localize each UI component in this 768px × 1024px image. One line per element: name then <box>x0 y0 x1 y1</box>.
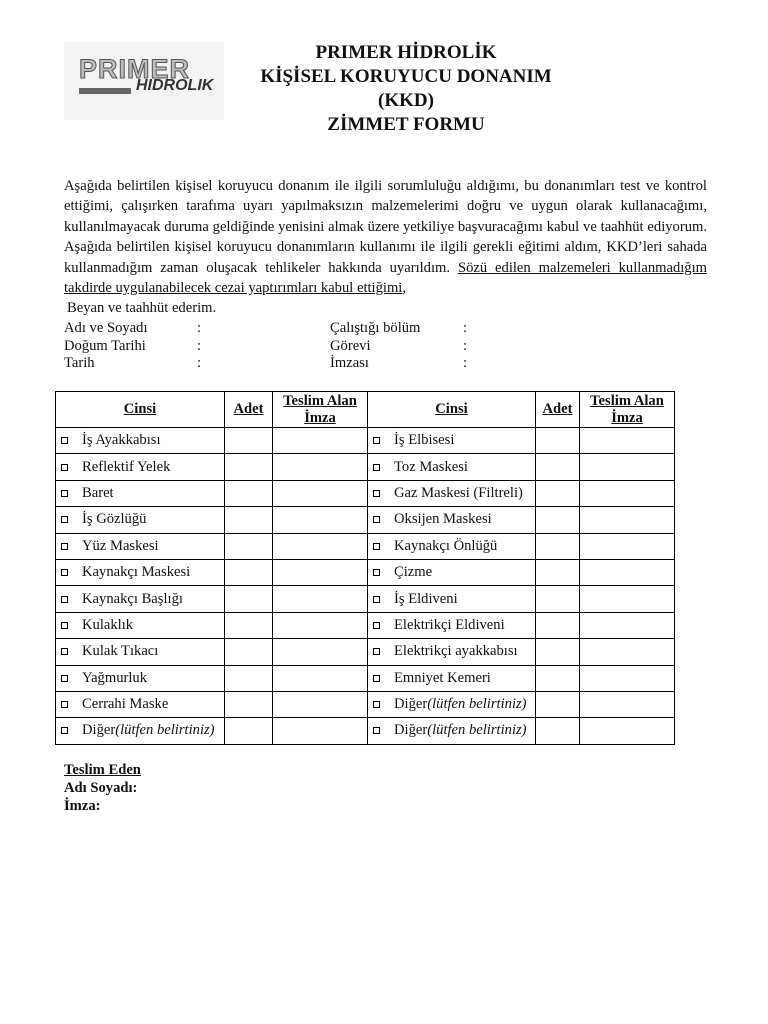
item-cell <box>56 639 225 665</box>
checklist-item <box>368 696 535 713</box>
header-adet: Adet <box>225 392 273 428</box>
checkbox-icon[interactable] <box>61 675 68 682</box>
quantity-cell[interactable] <box>225 559 273 585</box>
quantity-cell[interactable] <box>536 507 580 533</box>
header-adet: Adet <box>536 392 580 428</box>
checklist-item <box>56 538 224 555</box>
header-teslim-line1: Teslim Alan <box>590 392 664 409</box>
quantity-cell[interactable] <box>536 533 580 559</box>
item-note: (lütfen belirtiniz) <box>427 722 527 739</box>
signature-cell[interactable] <box>273 612 368 638</box>
signature-cell[interactable] <box>580 639 675 665</box>
item-label: Oksijen Maskesi <box>394 511 492 528</box>
signature-cell[interactable] <box>580 533 675 559</box>
signature-cell[interactable] <box>580 480 675 506</box>
checklist-item <box>368 432 535 449</box>
checklist-item <box>368 591 535 608</box>
ppe-table <box>55 391 675 745</box>
checklist-item <box>56 511 224 528</box>
item-cell <box>368 428 536 454</box>
item-label: Emniyet Kemeri <box>394 669 491 686</box>
quantity-cell[interactable] <box>225 428 273 454</box>
quantity-cell[interactable] <box>536 639 580 665</box>
checkbox-icon[interactable] <box>373 596 380 603</box>
checklist-item <box>368 485 535 502</box>
quantity-cell[interactable] <box>536 665 580 691</box>
quantity-cell[interactable] <box>225 586 273 612</box>
checkbox-icon[interactable] <box>373 516 380 523</box>
signature-cell[interactable] <box>580 559 675 585</box>
item-label: Yağmurluk <box>82 669 148 686</box>
logo-text-secondary: HIDROLIK <box>136 77 214 94</box>
item-label: Reflektif Yelek <box>82 458 171 475</box>
info-colon: : <box>463 320 468 336</box>
delivered-by-sign-label: İmza: <box>64 798 101 814</box>
item-label: Kaynakçı Önlüğü <box>394 537 498 554</box>
declaration-closing: Beyan ve taahhüt ederim. <box>67 300 217 316</box>
item-label: İş Gözlüğü <box>82 511 147 528</box>
declaration-text: Aşağıda belirtilen kişisel koruyucu donanım ile ilgili sorumluluğu aldığımı, bu donanımları test ve kontrol ettiğimi, çalışırken tarafıma uyarı yapılmaksızın malzemelerimi doğru ve uygun olarak kullanacağımı, kullanılmayacak duruma geldiğinde yenisini almak üzere yetkiliye başvuracağımı kabul ve taahhüt ediyorum. Aşağıda belirtilen kişisel koruyucu donanımların kullanımı ile ilgili gerekli eğitimi aldım, KKD’leri sahada kullanmadığım zaman oluşacak tehlikeler hakkında uyarıldım. <box>64 178 707 276</box>
item-label: Diğer <box>82 722 116 739</box>
item-label: Baret <box>82 484 114 501</box>
signature-cell[interactable] <box>580 454 675 480</box>
item-cell <box>368 691 536 717</box>
item-label: Kaynakçı Başlığı <box>82 590 183 607</box>
item-label: Diğer <box>394 696 428 713</box>
item-cell <box>368 507 536 533</box>
info-colon: : <box>197 320 202 336</box>
checkbox-icon[interactable] <box>373 490 380 497</box>
checklist-item <box>56 722 224 739</box>
signature-cell[interactable] <box>580 612 675 638</box>
checklist-item <box>56 643 224 660</box>
table-row <box>56 691 675 717</box>
declaration-underlined-text: Sözü edilen malzemeleri kullanmadığım takdirde uygulanabilecek cezai yaptırımları kabul ettiğimi <box>64 259 707 297</box>
checkbox-icon[interactable] <box>61 622 68 629</box>
info-label: Çalıştığı bölüm <box>330 320 421 336</box>
checkbox-icon[interactable] <box>373 727 380 734</box>
signature-cell[interactable] <box>273 454 368 480</box>
company-logo <box>64 42 224 120</box>
header-teslim-line2: İmza <box>611 409 643 426</box>
info-label: Doğum Tarihi <box>64 337 146 354</box>
signature-cell[interactable] <box>273 718 368 744</box>
info-label: Görevi <box>330 337 371 354</box>
checklist-item <box>368 670 535 687</box>
signature-cell[interactable] <box>273 559 368 585</box>
checkbox-icon[interactable] <box>61 437 68 444</box>
signature-cell[interactable] <box>273 639 368 665</box>
form-title <box>230 41 582 137</box>
signature-cell[interactable] <box>580 665 675 691</box>
info-label: Adı ve Soyadı <box>64 320 148 336</box>
item-cell <box>56 612 225 638</box>
item-cell <box>56 480 225 506</box>
item-cell <box>368 559 536 585</box>
item-label: İş Eldiveni <box>394 590 458 607</box>
quantity-cell[interactable] <box>536 612 580 638</box>
item-label: Gaz Maskesi (Filtreli) <box>394 484 523 501</box>
signature-cell[interactable] <box>273 586 368 612</box>
checklist-item <box>56 670 224 687</box>
info-row <box>64 355 264 373</box>
quantity-cell[interactable] <box>225 665 273 691</box>
info-label: Tarih <box>64 355 95 372</box>
table-row <box>56 507 675 533</box>
signature-cell[interactable] <box>273 507 368 533</box>
quantity-cell[interactable] <box>536 691 580 717</box>
checkbox-icon[interactable] <box>61 516 68 523</box>
checkbox-icon[interactable] <box>373 701 380 708</box>
quantity-cell[interactable] <box>536 480 580 506</box>
info-colon: : <box>463 337 468 354</box>
item-cell <box>56 665 225 691</box>
signature-cell[interactable] <box>580 718 675 744</box>
item-label: Cerrahi Maske <box>82 696 169 713</box>
item-label: Elektrikçi ayakkabısı <box>394 643 518 660</box>
checklist-item <box>368 617 535 634</box>
quantity-cell[interactable] <box>225 639 273 665</box>
checkbox-icon[interactable] <box>61 464 68 471</box>
item-cell <box>368 533 536 559</box>
title-line-1: PRIMER HİDROLİK <box>315 42 497 63</box>
item-cell <box>368 480 536 506</box>
item-cell <box>56 559 225 585</box>
quantity-cell[interactable] <box>225 454 273 480</box>
quantity-cell[interactable] <box>225 533 273 559</box>
checkbox-icon[interactable] <box>373 648 380 655</box>
delivered-by-name-label: Adı Soyadı: <box>64 780 138 796</box>
info-row <box>330 355 530 373</box>
delivered-by-section <box>64 761 141 815</box>
quantity-cell[interactable] <box>225 480 273 506</box>
checkbox-icon[interactable] <box>61 648 68 655</box>
item-label: Elektrikçi Eldiveni <box>394 616 505 633</box>
checkbox-icon[interactable] <box>373 543 380 550</box>
checkbox-icon[interactable] <box>61 596 68 603</box>
item-cell <box>368 718 536 744</box>
info-colon: : <box>197 355 202 372</box>
item-cell <box>368 454 536 480</box>
quantity-cell[interactable] <box>536 559 580 585</box>
header-cinsi: Cinsi <box>56 392 225 428</box>
item-cell <box>56 718 225 744</box>
checklist-item <box>368 459 535 476</box>
checklist-item <box>56 485 224 502</box>
header-teslim-line1: Teslim Alan <box>283 392 357 409</box>
checklist-item <box>56 591 224 608</box>
info-colon: : <box>197 337 202 354</box>
checkbox-icon[interactable] <box>61 543 68 550</box>
logo-bar-graphic <box>79 88 131 94</box>
logo-text-primary: PRIMER <box>79 54 191 84</box>
quantity-cell[interactable] <box>225 612 273 638</box>
quantity-cell[interactable] <box>536 428 580 454</box>
signature-cell[interactable] <box>580 428 675 454</box>
quantity-cell[interactable] <box>225 507 273 533</box>
item-label: Yüz Maskesi <box>82 537 159 554</box>
table-row <box>56 612 675 638</box>
signature-cell[interactable] <box>273 691 368 717</box>
checklist-item <box>368 538 535 555</box>
signature-cell[interactable] <box>580 507 675 533</box>
signature-cell[interactable] <box>273 665 368 691</box>
quantity-cell[interactable] <box>536 718 580 744</box>
signature-cell[interactable] <box>273 428 368 454</box>
checkbox-icon[interactable] <box>61 490 68 497</box>
checklist-item <box>56 564 224 581</box>
table-row <box>56 718 675 744</box>
header-teslim-alan <box>580 392 675 428</box>
declaration-paragraph <box>64 176 707 298</box>
checklist-item <box>368 511 535 528</box>
info-colon: : <box>463 355 468 372</box>
title-line-4: ZİMMET FORMU <box>327 114 485 135</box>
item-cell <box>56 691 225 717</box>
table-row <box>56 533 675 559</box>
signature-cell[interactable] <box>580 691 675 717</box>
personal-info-left <box>64 320 264 373</box>
header-teslim-line2: İmza <box>304 409 336 426</box>
item-cell <box>56 507 225 533</box>
info-label: İmzası <box>330 355 369 372</box>
checkbox-icon[interactable] <box>373 464 380 471</box>
checkbox-icon[interactable] <box>373 569 380 576</box>
checklist-item <box>368 564 535 581</box>
quantity-cell[interactable] <box>225 718 273 744</box>
signature-cell[interactable] <box>273 480 368 506</box>
item-label: Kaynakçı Maskesi <box>82 564 191 581</box>
personal-info-right <box>330 320 530 373</box>
checklist-item <box>56 696 224 713</box>
table-row <box>56 559 675 585</box>
checklist-item <box>56 617 224 634</box>
checklist-item <box>368 722 535 739</box>
checklist-item <box>56 432 224 449</box>
item-cell <box>368 612 536 638</box>
signature-cell[interactable] <box>580 586 675 612</box>
table-header-row <box>56 392 675 428</box>
checkbox-icon[interactable] <box>61 701 68 708</box>
header-cinsi: Cinsi <box>368 392 536 428</box>
checkbox-icon[interactable] <box>373 675 380 682</box>
header-teslim-alan <box>273 392 368 428</box>
checkbox-icon[interactable] <box>61 569 68 576</box>
item-label: İş Elbisesi <box>394 432 455 449</box>
table-row <box>56 665 675 691</box>
declaration-tail: , <box>402 280 407 297</box>
quantity-cell[interactable] <box>225 691 273 717</box>
info-row <box>64 320 264 338</box>
table-row <box>56 428 675 454</box>
item-label: Toz Maskesi <box>394 458 468 475</box>
quantity-cell[interactable] <box>536 586 580 612</box>
item-note: (lütfen belirtiniz) <box>427 696 527 713</box>
checkbox-icon[interactable] <box>373 622 380 629</box>
checkbox-icon[interactable] <box>373 437 380 444</box>
item-label: Kulaklık <box>82 616 134 633</box>
table-row <box>56 480 675 506</box>
table-row <box>56 639 675 665</box>
item-label: Kulak Tıkacı <box>82 643 159 660</box>
table-row <box>56 586 675 612</box>
info-row <box>330 320 530 338</box>
item-cell <box>368 665 536 691</box>
quantity-cell[interactable] <box>536 454 580 480</box>
item-cell <box>56 428 225 454</box>
item-label: İş Ayakkabısı <box>82 432 161 449</box>
item-note: (lütfen belirtiniz) <box>115 722 215 739</box>
item-cell <box>56 586 225 612</box>
item-label: Çizme <box>394 564 433 581</box>
item-cell <box>56 454 225 480</box>
info-row <box>64 338 264 356</box>
delivered-by-heading: Teslim Eden <box>64 762 141 778</box>
title-line-2: KİŞİSEL KORUYUCU DONANIM <box>260 66 552 87</box>
item-label: Diğer <box>394 722 428 739</box>
checklist-item <box>56 459 224 476</box>
table-row <box>56 454 675 480</box>
info-row <box>330 338 530 356</box>
signature-cell[interactable] <box>273 533 368 559</box>
checklist-item <box>368 643 535 660</box>
item-cell <box>368 639 536 665</box>
checkbox-icon[interactable] <box>61 727 68 734</box>
item-cell <box>368 586 536 612</box>
title-line-3: (KKD) <box>378 90 434 111</box>
item-cell <box>56 533 225 559</box>
